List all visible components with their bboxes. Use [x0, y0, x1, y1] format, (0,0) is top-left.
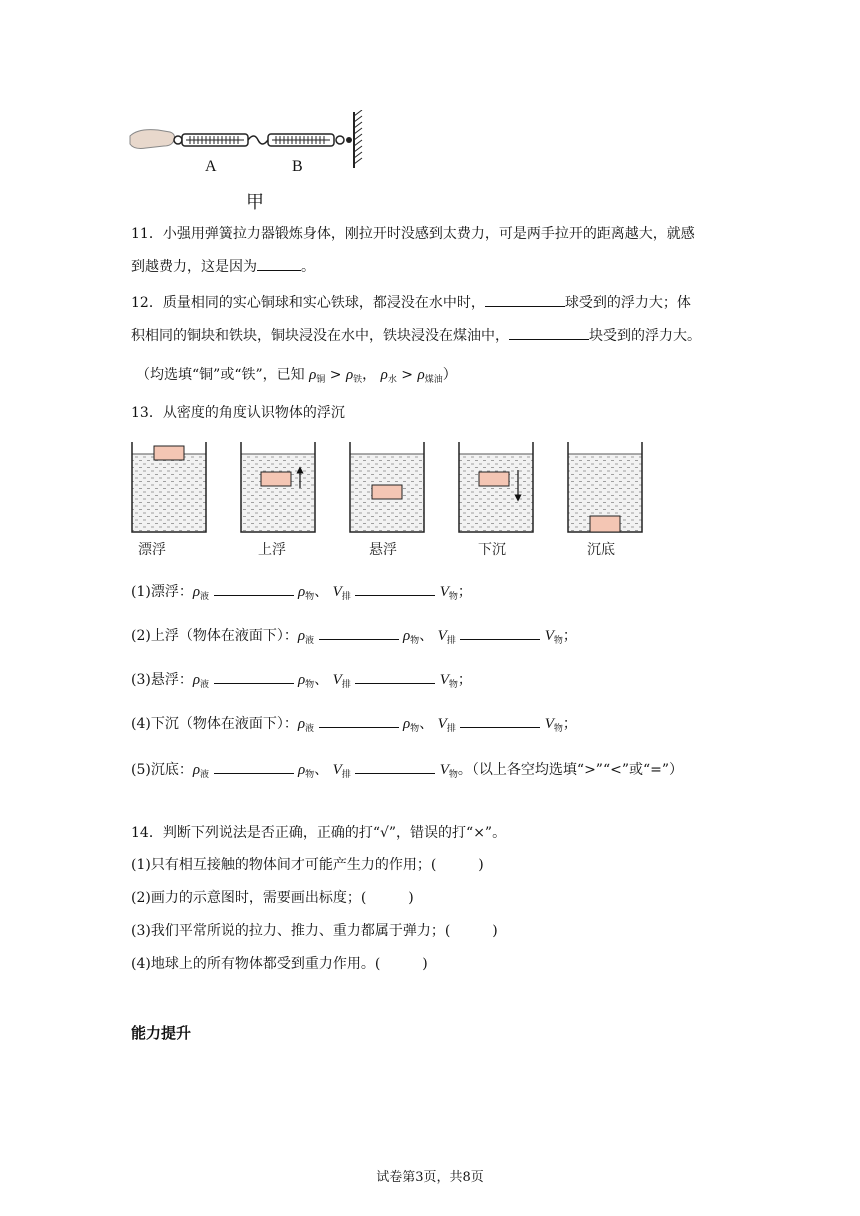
q13-4-blank-volume[interactable] — [460, 713, 540, 728]
block-sunk — [590, 516, 620, 532]
q13-item-5: (5)沉底：$\rho_液$ $\rho_物$、 $V_排$ $V_物$。（以上各空均选填“>”“<”或“=”） — [131, 759, 683, 785]
q13-item-4: (4)下沉（物体在液面下）：$\rho_液$ $\rho_物$、 $V_排$ $V_物$； — [131, 713, 577, 739]
caption-sunk: 沉底 — [587, 542, 615, 558]
q12-note: （均选填“铜”或“铁”，已知 $\rho_铜 > \rho_铁$， $\rho_水 > \rho_{煤油}$） — [136, 367, 457, 385]
q13-title: 13．从密度的角度认识物体的浮沉 — [131, 405, 345, 421]
block-rising — [261, 472, 291, 486]
q12-blank-1[interactable] — [485, 292, 565, 307]
q13-5-blank-volume[interactable] — [355, 759, 435, 774]
q12-blank-2[interactable] — [509, 325, 589, 340]
block-floating — [154, 446, 184, 460]
q13-2-blank-density[interactable] — [319, 625, 399, 640]
q13-item-2: (2)上浮（物体在液面下）：$\rho_液$ $\rho_物$、 $V_排$ $V_物$； — [131, 625, 577, 651]
q13-2-blank-volume[interactable] — [460, 625, 540, 640]
tank-sunk — [568, 442, 642, 532]
q14-item-4[interactable]: (4)地球上的所有物体都受到重力作用。( ) — [131, 956, 428, 972]
caption-sinking: 下沉 — [478, 542, 506, 558]
hand-icon — [130, 130, 175, 149]
q14-item-3[interactable]: (3)我们平常所说的拉力、推力、重力都属于弹力；( ) — [131, 923, 498, 939]
q13-item-1: (1)漂浮：$\rho_液$ $\rho_物$、 $V_排$ $V_物$； — [131, 581, 472, 607]
caption-suspended: 悬浮 — [369, 542, 397, 558]
block-sinking — [479, 472, 509, 486]
q13-3-blank-density[interactable] — [214, 669, 294, 684]
spring-scales-figure — [128, 110, 378, 180]
tank-suspended — [350, 442, 424, 532]
page-footer: 试卷第3页，共8页 — [376, 1170, 484, 1185]
section-heading: 能力提升 — [131, 1024, 192, 1042]
figure-caption-jia: 甲 — [246, 192, 264, 213]
tank-floating — [132, 442, 206, 532]
caption-floating: 漂浮 — [138, 542, 166, 558]
tank-rising — [241, 442, 315, 532]
label-a: A — [205, 158, 217, 175]
q13-1-blank-volume[interactable] — [355, 581, 435, 596]
q11-blank[interactable] — [257, 256, 301, 271]
q14-title: 14．判断下列说法是否正确，正确的打“√”，错误的打“×”。 — [131, 825, 507, 841]
label-b: B — [292, 158, 303, 175]
q13-1-blank-density[interactable] — [214, 581, 294, 596]
q13-3-blank-volume[interactable] — [355, 669, 435, 684]
q12-line2: 积相同的铜块和铁块，铜块浸没在水中，铁块浸没在煤油中， 块受到的浮力大。 — [131, 325, 701, 346]
q13-5-blank-density[interactable] — [214, 759, 294, 774]
buoyancy-diagram — [126, 440, 646, 536]
q11-line1: 11．小强用弹簧拉力器锻炼身体，刚拉开时没感到太费力，可是两手拉开的距离越大，就感 — [131, 226, 695, 242]
q14-item-1[interactable]: (1)只有相互接触的物体间才可能产生力的作用；( ) — [131, 857, 484, 873]
q12-line1: 12．质量相同的实心铜球和实心铁球，都浸没在水中时， 球受到的浮力大；体 — [131, 292, 691, 313]
tank-sinking — [459, 442, 533, 532]
q11-line2: 到越费力，这是因为 。 — [131, 256, 315, 277]
block-suspended — [372, 485, 402, 499]
q13-item-3: (3)悬浮：$\rho_液$ $\rho_物$、 $V_排$ $V_物$； — [131, 669, 472, 695]
q14-item-2[interactable]: (2)画力的示意图时，需要画出标度；( ) — [131, 890, 414, 906]
caption-rising: 上浮 — [258, 542, 286, 558]
q13-4-blank-density[interactable] — [319, 713, 399, 728]
